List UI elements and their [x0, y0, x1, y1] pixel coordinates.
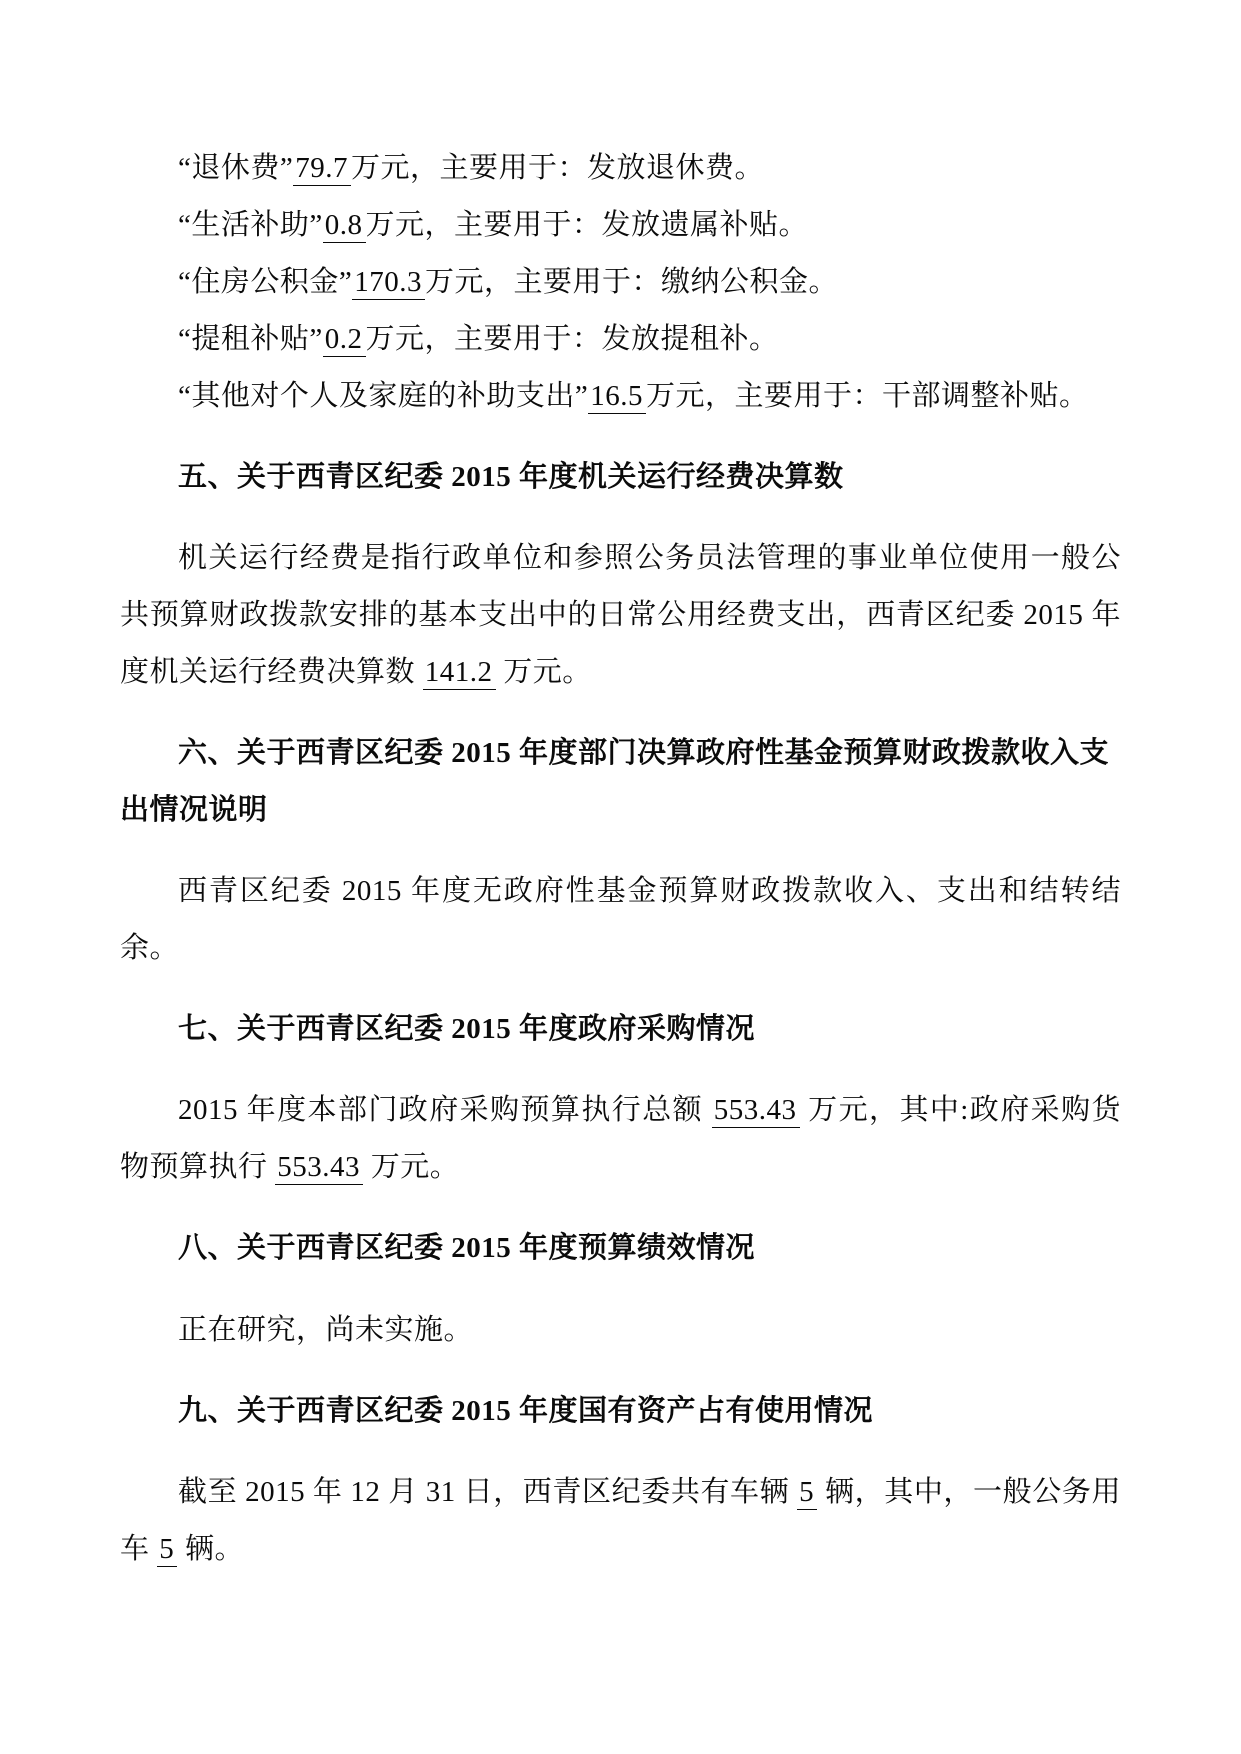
item-label: “退休费” [178, 152, 294, 184]
expenditure-item-housing-fund [120, 254, 1121, 311]
section-heading-8: 八、关于西青区纪委 2015 年度预算绩效情况 [178, 1232, 756, 1265]
expenditure-item-rent-subsidy [120, 311, 1121, 368]
item-label: “住房公积金” [178, 266, 353, 298]
paragraph-text-part1: 2015 年度本部门政府采购预算执行总额 [178, 1094, 712, 1127]
item-amount: 79.7 [293, 152, 351, 186]
procurement-total-amount: 553.43 [712, 1094, 800, 1128]
item-label: “其他对个人及家庭的补助支出” [178, 380, 589, 412]
item-description: 万元，主要用于：发放遗属补贴。 [365, 209, 809, 241]
section-heading-9: 九、关于西青区纪委 2015 年度国有资产占有使用情况 [178, 1394, 874, 1427]
item-amount: 0.2 [323, 323, 366, 357]
paragraph-text-part2: 辆，其中，一般公务用车 [120, 1475, 1121, 1565]
section-heading-6: 六、关于西青区纪委 2015 年度部门决算政府性基金预算财政拨款收入支出情况说明 [120, 737, 1110, 827]
paragraph-text-part3: 辆。 [177, 1532, 245, 1565]
expenditure-item-other-personal-family [120, 368, 1121, 425]
section-paragraph-6: 西青区纪委 2015 年度无政府性基金预算财政拨款收入、支出和结转结余。 [120, 875, 1121, 965]
item-description: 万元，主要用于：缴纳公积金。 [425, 266, 839, 298]
item-amount: 170.3 [352, 266, 425, 300]
expenditure-items-block [120, 140, 1121, 425]
paragraph-text-part2: 万元，其中:政府采购货物预算执行 [120, 1094, 1121, 1184]
expenditure-item-retirement [120, 140, 1121, 197]
item-amount: 16.5 [588, 380, 646, 414]
section-paragraph-7 [120, 1082, 1121, 1196]
section-heading-5: 五、关于西青区纪委 2015 年度机关运行经费决算数 [178, 461, 844, 494]
item-label: “提租补贴” [178, 323, 323, 355]
section-paragraph-5 [120, 530, 1121, 701]
section-paragraph-8: 正在研究，尚未实施。 [178, 1313, 474, 1346]
section-paragraph-9 [120, 1464, 1121, 1578]
vehicle-total-count: 5 [797, 1476, 817, 1510]
item-description: 万元，主要用于：发放提租补。 [365, 323, 779, 355]
expenditure-item-living-allowance [120, 197, 1121, 254]
item-description: 万元，主要用于：发放退休费。 [351, 152, 765, 184]
item-amount: 0.8 [323, 209, 366, 243]
item-description: 万元，主要用于：干部调整补贴。 [646, 380, 1089, 412]
item-label: “生活补助” [178, 209, 323, 241]
paragraph-text-part1: 机关运行经费是指行政单位和参照公务员法管理的事业单位使用一般公共预算财政拨款安排的基本支出中的日常公用经费支出，西青区纪委 2015 年度机关运行经费决算数 [120, 542, 1121, 689]
paragraph-text-part1: 截至 2015 年 12 月 31 日，西青区纪委共有车辆 [178, 1475, 798, 1508]
paragraph-text-part3: 万元。 [363, 1151, 460, 1184]
procurement-goods-amount: 553.43 [275, 1151, 363, 1185]
section-heading-7: 七、关于西青区纪委 2015 年度政府采购情况 [178, 1013, 756, 1046]
operating-expense-amount: 141.2 [423, 656, 496, 690]
paragraph-text-part2: 万元。 [495, 656, 592, 689]
general-official-vehicle-count: 5 [157, 1533, 177, 1567]
